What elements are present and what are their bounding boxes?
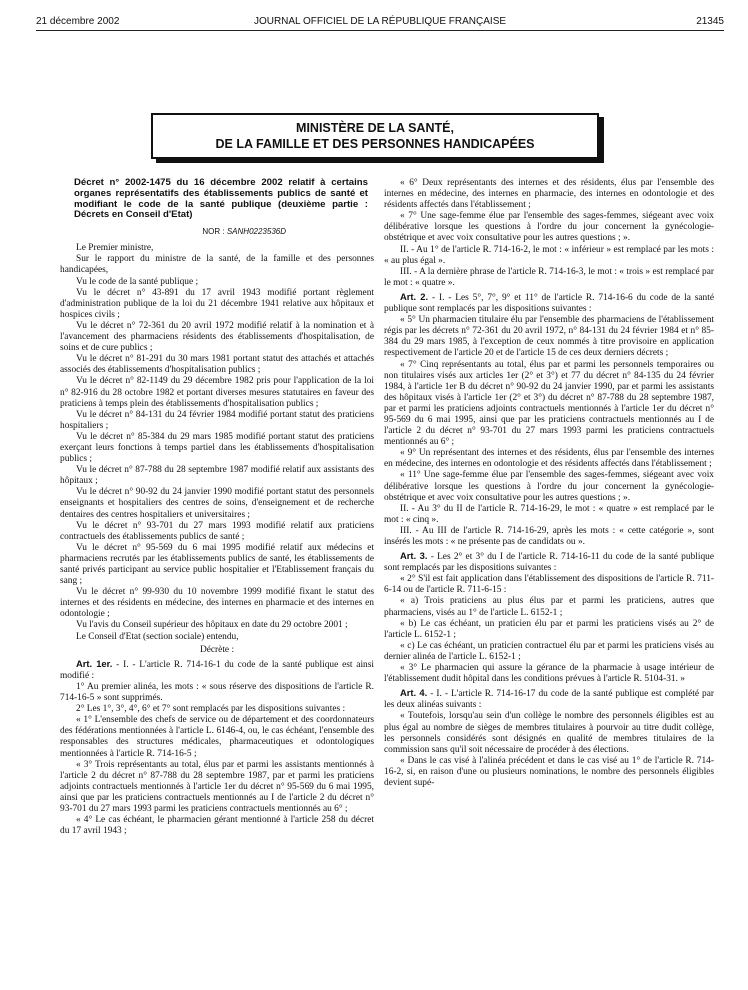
article-1-body [60,682,374,837]
preamble-paragraph: Le Premier ministre, [76,243,154,254]
article-1-label: Art. 1er. [76,657,113,669]
preamble-paragraph: Vu le décret n° 43-891 du 17 avril 1943 modifié portant règlement d'administration publique de la loi du 21 décembre 1941 relative aux hôpitaux et hospices civils ; [60,287,374,320]
article-paragraph: « 2° S'il est fait application dans l'établissement des dispositions de l'article R. 711-6-14 ou de l'article R. 711-6-15 : [384,574,714,596]
article-paragraph: « 9° Un représentant des internes et des résidents, élus par l'ensemble des internes en médecine, des internes en odontologie et des résidents affectés dans l'établissement ; [384,448,714,470]
article-paragraph: « c) Le cas échéant, un praticien contractuel élu par et parmi les praticiens visés au dernier alinéa de l'article L. 6152-1 ; [384,640,714,662]
article-2-body [384,315,714,548]
article-1 [60,658,374,682]
preamble-paragraph: Sur le rapport du ministre de la santé, de la famille et des personnes handicapées, [60,254,374,276]
article-paragraph: III. - A la dernière phrase de l'article R. 714-16-3, le mot : « trois » est remplacé par le mot : « quatre ». [384,266,714,288]
article-paragraph: « Toutefois, lorsqu'au sein d'un collège le nombre des personnels éligibles est au plus égal au nombre de sièges de membres titulaires à pourvoir au titre dudit collège, les personnels considérés sont désignés en qualité de membres titulaires de la commission sans qu'il soit nécessaire de procéder à des élections. [384,711,714,755]
preamble-paragraph: Vu le décret n° 90-92 du 24 janvier 1990 modifié portant statut des personnels enseignants et hospitaliers des centres de soins, d'enseignement et de recherche dentaires des centres hospitaliers et universitaires ; [60,487,374,520]
article-paragraph: « 1° L'ensemble des chefs de service ou de département et des coordonnateurs des fédérations mentionnées à l'article L. 6146-4, ou, le cas échéant, l'ensemble des responsables des structures médicales, pharmaceutiques et odontologiques mentionnées à l'article R. 714-16-5 ; [60,715,374,759]
preamble-paragraph: Vu le décret n° 85-384 du 29 mars 1985 modifié portant statut des praticiens exerçant leurs fonctions à temps partiel dans les établissements d'hospitalisation publics ; [60,431,374,465]
article-paragraph: 1° Au premier alinéa, les mots : « sous réserve des dispositions de l'article R. 714-16-5 » sont supprimés. [60,681,374,704]
article-paragraph: « 3° Trois représentants au total, élus par et parmi les assistants mentionnés à l'article 2 du décret n° 87-788 du 28 septembre 1987, par et parmi les praticiens adjoints contractuels mentionnés à l'article 1er du décret n° 95-569 du 6 mai 1995, ainsi que par les praticiens contractuels mentionnés au I de l'article 2 du décret n° 93-701 du 27 mars 1993 parmi les praticiens contractuels mentionnés au 6° ; [60,759,374,814]
nor-reference [60,226,374,237]
page-header [36,14,724,31]
nor-label: NOR : [202,227,225,237]
decree-title: Décret n° 2002-1475 du 16 décembre 2002 relatif à certains organes représentatifs des établissements publics de santé et modifiant le code de la santé publique (deuxième partie : Décrets en Conseil d'Etat) [74,177,368,221]
preamble-paragraph: Vu le décret n° 81-291 du 30 mars 1981 portant statut des attachés et attachés associés des établissements d'hospitalisation publics ; [60,354,374,376]
preamble-paragraph: Vu le décret n° 84-131 du 24 février 1984 modifié portant statut des praticiens hospitaliers ; [60,409,374,431]
nor-code: SANH0223536D [226,227,286,237]
header-date: 21 décembre 2002 [36,16,120,27]
ministry-box [151,113,599,159]
preamble-paragraph: Vu le décret n° 93-701 du 27 mars 1993 modifié relatif aux praticiens contractuels des établissements publics de santé ; [60,520,374,542]
article-paragraph: II. - Au 1° de l'article R. 714-16-2, le mot : « inférieur » est remplacé par les mots : « au plus égal ». [384,244,714,266]
article-2-label: Art. 2. [400,290,429,302]
article-4-text: - I. - L'article R. 714-16-17 du code de la santé publique est complété par les deux alinéas suivants : [384,689,714,711]
preamble-paragraph: Vu le code de la santé publique ; [76,276,199,287]
article-paragraph: II. - Au 3° du II de l'article R. 714-16-29, le mot : « quatre » est remplacé par le mot : « cinq ». [384,503,714,525]
article-2-text: - I. - Les 5°, 7°, 9° et 11° de l'article R. 714-16-6 du code de la santé publique sont remplacés par les dispositions suivantes : [384,292,714,315]
article-3-label: Art. 3. [400,550,428,562]
article-paragraph: 2° Les 1°, 3°, 4°, 6° et 7° sont remplacés par les dispositions suivantes : [76,704,346,715]
preamble-paragraph: Le Conseil d'Etat (section sociale) entendu, [76,631,239,642]
right-column [384,178,714,789]
article-paragraph: « 4° Le cas échéant, le pharmacien gérant mentionné à l'article 258 du décret du 17 avril 1943 ; [60,815,374,837]
header-page-number: 21345 [696,16,724,27]
article-1-continued [384,178,714,289]
article-3-body [384,574,714,685]
article-3 [384,550,714,574]
decrete-heading: Décrète : [199,644,235,655]
preamble-paragraph: Vu l'avis du Conseil supérieur des hôpitaux en date du 29 octobre 2001 ; [76,620,348,631]
article-paragraph: « 3° Le pharmacien qui assure la gérance de la pharmacie à usage intérieur de l'établissement dudit hôpital dans les conditions prévues à l'article R. 5104-31. » [384,663,714,685]
article-4 [384,687,714,711]
article-paragraph: « 7° Cinq représentants au total, élus par et parmi les personnels temporaires ou non titulaires visés aux articles 1er (2° et 3°) et 77 du décret n° 84-135 du 24 février 1984, à l'article 1er B du décret n° 90-92 du 24 janvier 1990, par et parmi les assistants des hôpitaux visés à l'article 1er (2° et 3°) du décret n° 87-788 du 28 septembre 1987, par et parmi les praticiens adjoints contractuels mentionnés à l'article 1er du décret n° 95-569 du 6 mai 1995, ainsi que par les praticiens contractuels mentionnés au I de l'article 2 du décret n° 93-701 du 27 mars 1993 parmi les praticiens contractuels mentionnés au 6° ; [384,359,714,448]
ministry-line-1: MINISTÈRE DE LA SANTÉ, [296,121,454,135]
article-paragraph: « Dans le cas visé à l'alinéa précédent et dans le cas visé au 1° de l'article R. 714-16-2, si, en raison d'une ou plusieurs nominations, le nombre des personnels éligibles devient supé- [384,755,714,788]
preamble-paragraph: Vu le décret n° 82-1149 du 29 décembre 1982 pris pour l'application de la loi n° 82-916 du 28 octobre 1982 et portant diverses mesures statutaires en faveur des praticiens à temps plein des établissements d'hospitalisation publics ; [60,376,374,409]
article-3-text: - Les 2° et 3° du I de l'article R. 714-16-11 du code de la santé publique sont remplacés par les dispositions suivantes : [384,552,714,574]
article-paragraph: « 11° Une sage-femme élue par l'ensemble des sages-femmes, siégeant avec voix délibérative lorsque les questions à l'ordre du jour concernent la gynécologie-obstétrique et avec voix consultative pour les autres questions ; ». [384,470,714,503]
article-4-body [384,711,714,789]
article-paragraph: « a) Trois praticiens au plus élus par et parmi les praticiens, autres que pharmaciens, visés au 1° de l'article L. 6152-1 ; [384,596,714,618]
article-paragraph: III. - Au III de l'article R. 714-16-29, après les mots : « cette catégorie », sont insérés les mots : « ne présente pas de candidats ou ». [384,525,714,547]
article-paragraph: « 6° Deux représentants des internes et des résidents, élus par l'ensemble des internes en médecine, des internes en pharmacie, des internes en odontologie et des résidents affectés dans l'établissement ; [384,178,714,211]
preamble-paragraph: Vu le décret n° 95-569 du 6 mai 1995 modifié relatif aux médecins et pharmaciens recrutés par les établissements publics de santé, les établissements de santé privés participant au service public hospitalier et l'Etablissement français du sang ; [60,542,374,587]
article-4-label: Art. 4. [400,687,428,699]
header-journal-title: JOURNAL OFFICIEL DE LA RÉPUBLIQUE FRANÇAISE [253,16,507,27]
article-paragraph: « 5° Un pharmacien titulaire élu par l'ensemble des pharmaciens de l'établissement régis par les décrets n° 72-361 du 20 avril 1972, n° 84-131 du 24 février 1984 et n° 85-384 du 29 mars 1985, à l'exception de ceux nommés à titre provisoire en application respectivement de l'article 20 et de l'article 15 de ces deux derniers décrets ; [384,315,714,359]
article-paragraph: « b) Le cas échéant, un praticien élu par et parmi les praticiens visés au 2° de l'article L. 6152-1 ; [384,618,714,640]
preamble-paragraph: Vu le décret n° 87-788 du 28 septembre 1987 modifié relatif aux assistants des hôpitaux ; [60,465,374,487]
preamble-paragraph: Vu le décret n° 72-361 du 20 avril 1972 modifié relatif à la nomination et à l'avancement des pharmaciens résidents des établissements d'hospitalisation, de soins et de cure publics ; [60,320,374,354]
preamble-paragraph: Vu le décret n° 99-930 du 10 novembre 1999 modifié fixant le statut des internes et des résidents en médecine, des internes en pharmacie et des internes en odontologie ; [60,587,374,620]
article-1-text: - I. - L'article R. 714-16-1 du code de la santé publique est ainsi modifié : [60,659,374,681]
ministry-line-2: DE LA FAMILLE ET DES PERSONNES HANDICAPÉES [215,137,535,151]
preamble [60,243,374,642]
article-2 [384,291,714,315]
article-paragraph: « 7° Une sage-femme élue par l'ensemble des sages-femmes, siégeant avec voix délibérative lorsque les questions à l'ordre du jour concernent la gynécologie-obstétrique et avec voix consultative pour les autres questions ; ». [384,211,714,244]
left-column [60,178,374,837]
